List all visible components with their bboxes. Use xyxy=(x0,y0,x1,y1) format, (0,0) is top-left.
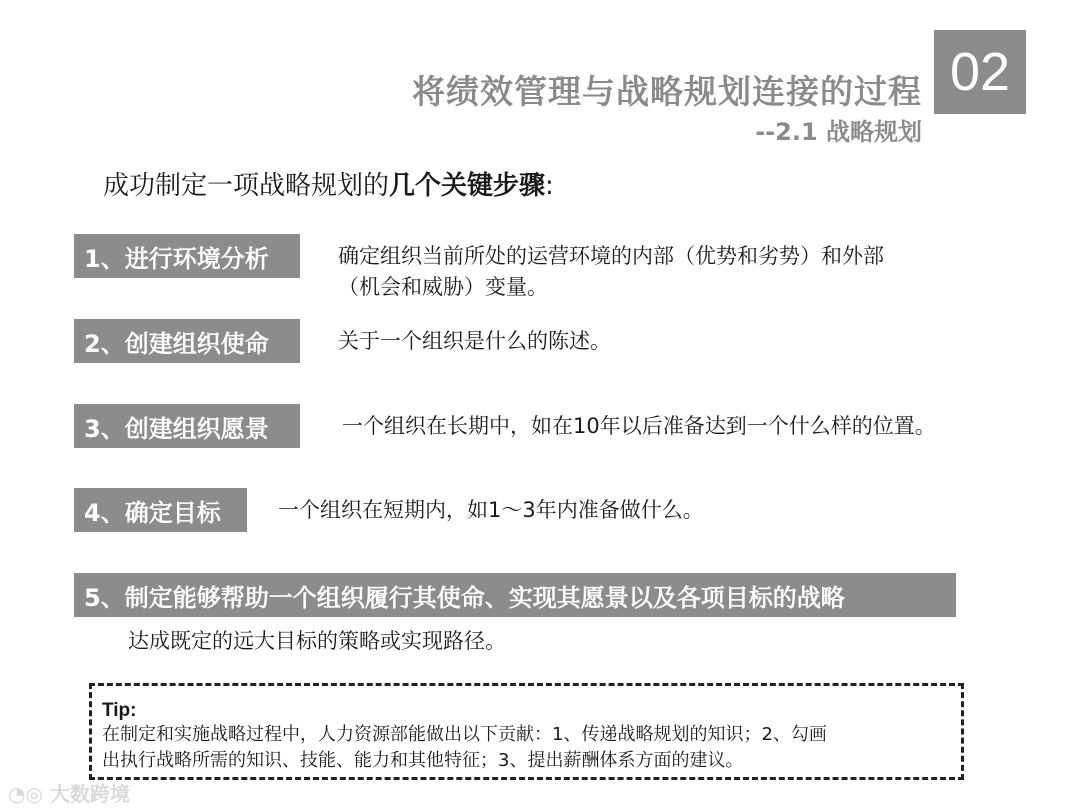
tip-label: Tip: xyxy=(102,700,137,721)
intro-suffix: : xyxy=(545,171,554,201)
step-1-desc-line1: 确定组织当前所处的运营环境的内部（优势和劣势）和外部 xyxy=(338,244,884,268)
tip-line-2: 出执行战略所需的知识、技能、能力和其他特征；3、提出薪酬体系方面的建议。 xyxy=(102,750,744,771)
step-4-desc: 一个组织在短期内，如1～3年内准备做什么。 xyxy=(278,498,704,522)
watermark-logo-icon: ◔◎ xyxy=(8,782,50,806)
step-3-label: 3、创建组织愿景 xyxy=(74,404,300,448)
step-2-label: 2、创建组织使命 xyxy=(74,319,300,363)
step-2-desc: 关于一个组织是什么的陈述。 xyxy=(338,329,611,353)
header-title: 将绩效管理与战略规划连接的过程 xyxy=(412,72,922,111)
intro-bold: 几个关键步骤 xyxy=(389,171,546,201)
step-1-desc xyxy=(338,241,884,303)
step-5-desc: 达成既定的远大目标的策略或实现路径。 xyxy=(128,629,506,653)
watermark xyxy=(8,778,130,807)
step-3-desc: 一个组织在长期中，如在10年以后准备达到一个什么样的位置。 xyxy=(342,414,936,438)
tip-box xyxy=(89,683,964,780)
tip-line-1: 在制定和实施战略过程中，人力资源部能做出以下贡献：1、传递战略规划的知识；2、勾画 xyxy=(102,724,827,745)
step-4-label: 4、确定目标 xyxy=(74,488,247,532)
section-number-badge: 02 xyxy=(934,30,1026,114)
intro-prefix: 成功制定一项战略规划的 xyxy=(103,171,390,201)
intro-heading xyxy=(103,165,554,202)
step-1-desc-line2: （机会和威胁）变量。 xyxy=(338,275,548,299)
step-1-label: 1、进行环境分析 xyxy=(74,234,300,278)
watermark-text: 大数跨境 xyxy=(49,782,130,806)
header-subtitle: --2.1 战略规划 xyxy=(755,118,922,146)
step-5-label: 5、制定能够帮助一个组织履行其使命、实现其愿景以及各项目标的战略 xyxy=(74,573,956,617)
